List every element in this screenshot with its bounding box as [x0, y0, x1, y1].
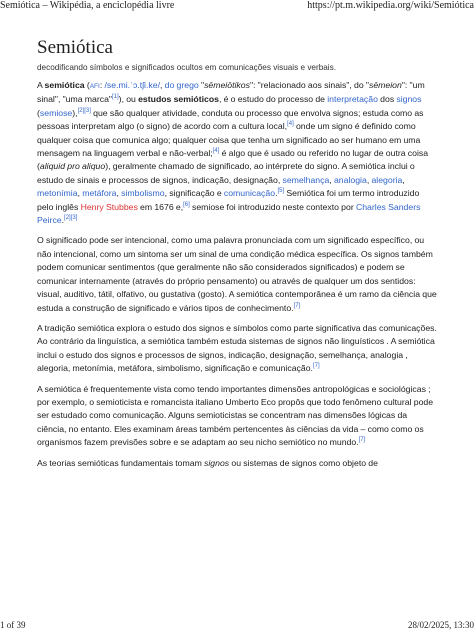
text: dos [377, 94, 397, 105]
paragraph-tradicao [37, 322, 437, 376]
link-metafora[interactable]: metáfora [82, 188, 117, 199]
header-page-title: Semiótica – Wikipédia, a enciclopédia livre [0, 0, 175, 11]
text: semiose foi introduzido neste contexto por [189, 201, 356, 212]
text: ( [37, 107, 40, 118]
paragraph-intro [37, 79, 437, 227]
print-datetime: 28/02/2025, 13:30 [407, 620, 474, 630]
ref-link[interactable]: [4] [287, 121, 294, 128]
text: . [275, 188, 278, 199]
link-alegoria[interactable]: alegoria [371, 174, 403, 185]
text: , [402, 174, 405, 185]
link-grego[interactable]: do grego [164, 80, 199, 90]
link-comunicacao[interactable]: comunicação [223, 188, 276, 199]
text: Semiótica foi um termo introduzido pelo inglês [37, 188, 420, 212]
paragraph-teorias [37, 457, 437, 470]
ref-link[interactable]: [7] [312, 363, 320, 370]
text: que são qualquer atividade, conduta ou processo que envolva signos; estuda como as pessoas interpretam algo (o signo) de acordo com a cultura local, [37, 107, 424, 132]
text: ou sistemas de signos como objeto de [229, 457, 378, 468]
text: , significação e [164, 188, 224, 199]
term-italic: signos [204, 457, 230, 468]
ref-link[interactable]: [2][3] [64, 215, 78, 222]
link-analogia[interactable]: analogia [333, 174, 367, 185]
link-signos[interactable]: signos [396, 94, 422, 105]
link-ipa[interactable]: /se.mi.ˈɔ.tʃi.ke/ [104, 80, 160, 90]
term-bold: estudos semióticos [138, 94, 219, 105]
term-italic: aliquid pro aliquo [39, 161, 106, 172]
ref-link[interactable]: [4] [212, 148, 220, 155]
text: ), ou [118, 94, 139, 105]
text: , [329, 174, 334, 185]
text: " [198, 80, 205, 90]
link-simbolismo[interactable]: simbolismo [121, 188, 165, 199]
text: ( [84, 80, 90, 90]
text: , [77, 188, 83, 199]
ref-link[interactable]: [7] [358, 437, 366, 444]
print-footer [0, 620, 474, 632]
text: As teorias semióticas fundamentais tomam [37, 457, 205, 468]
ref-link[interactable]: [5] [277, 188, 285, 195]
text: A [37, 80, 45, 90]
text: , [366, 174, 372, 185]
text: ), geralmente chamado de significado, ao intérprete do signo. A semiótica inclui o estudo de sinais e processos de signos, indicação, designação, [37, 161, 415, 185]
ref-link[interactable]: [7] [293, 302, 301, 309]
paragraph-significado [37, 234, 437, 314]
print-header [0, 0, 474, 12]
link-semelhanca[interactable]: semelhança [282, 174, 330, 185]
text: O significado pode ser intencional, como uma palavra pronunciada com um significado específico, ou não intencional, como um sintoma ser um sinal de uma condição médica específica. Os signos também podem comunicar sentimentos (que geralmente não são considerados significados) e podem se comunicar internamente (através do próprio pensamento) ou através de qualquer um dos sentidos: visual, auditivo, tátil, olfativo, ou gustativa (gosto). A semiótica contemporânea é um ramo da ciência que estuda a construção de significado e vários tipos de conhecimento. [37, 235, 437, 313]
ref-link[interactable]: [6] [183, 201, 190, 208]
text: . [61, 215, 65, 226]
header-url: https://pt.m.wikipedia.org/wiki/Semiótica [307, 0, 474, 11]
link-interpretacao[interactable]: interpretação [327, 94, 378, 105]
link-henry-stubbes[interactable]: Henry Stubbes [80, 201, 138, 212]
page-number: 1 of 39 [0, 620, 26, 630]
text: A semiótica é frequentemente vista como tendo importantes dimensões antropológicas e sociológicas ; por exemplo, o semioticista e romancista italiano Umberto Eco propôs que todo fenômeno cultural pode ser estudado como comunicação. Alguns semioticistas se concentram nas dimensões lógicas da ciência, no entanto. Eles examinam áreas também pertencentes às ciências da vida – como como os organismos fazem previsões sobre e se adaptam ao seu nicho semiótico no mundo. [37, 383, 434, 448]
text: A tradição semiótica explora o estudo dos signos e símbolos como parte significativa das comunicações. Ao contrário da linguística, a semiótica também estuda sistemas de signos não linguísticos . A semiótica inclui o estudo dos signos e processos de signos, indicação, designação, semelhança, analogia , alegoria, metonímia, metáfora, simbolismo, significação e comunicação. [37, 322, 437, 374]
text: ": "um sinal", "uma marca" [37, 80, 425, 105]
article [37, 36, 437, 470]
text: é algo que é usado ou referido no lugar de outra coisa ( [37, 148, 429, 172]
text: ), [72, 107, 78, 118]
text: : [99, 80, 105, 90]
ref-link[interactable]: [1] [112, 94, 119, 101]
text: , [160, 80, 165, 90]
text: onde um signo é definido como qualquer coisa que comunica algo; qualquer coisa que tenha um significado ao ser humano em uma mensagem na linguagem verbal e não-verbal; [37, 121, 421, 159]
term-italic: sēmeiōtikos [204, 80, 250, 90]
link-metonimia[interactable]: metonímia [37, 188, 78, 199]
text: , [116, 188, 122, 199]
term-bold: semiótica [44, 80, 85, 90]
paragraph-dimensoes [37, 383, 437, 450]
term-italic: sēmeion [368, 80, 402, 90]
text: , é o estudo do processo de [218, 94, 328, 105]
text: ": "relacionado aos sinais", do " [249, 80, 369, 90]
link-semiose[interactable]: semiose [39, 107, 73, 118]
text: em 1676 e, [137, 201, 184, 212]
link-afi[interactable]: AFI [89, 83, 100, 90]
link-peirce[interactable]: Charles Sanders Peirce [37, 201, 421, 226]
page-subtitle: decodificando símbolos e significados ocultos em comunicações visuais e verbais. [37, 63, 336, 72]
page-title: Semiótica [37, 37, 113, 58]
ref-link[interactable]: [2][3] [77, 107, 91, 114]
